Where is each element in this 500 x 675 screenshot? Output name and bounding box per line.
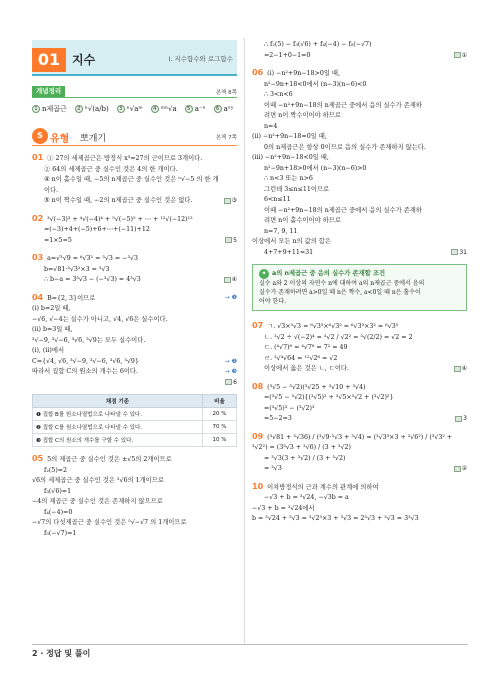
problem-number: 01	[32, 153, 44, 162]
problem-03: 03 a=√³√9 = ⁶√3² = ³√3 = −³√3 b=√81·³√3²×3 = ³√3 ∴ b−a = 3³√3 − (−³√3) = 4³√3 ④	[32, 253, 237, 286]
answer-badge: 3	[455, 414, 467, 425]
type-section-bar	[32, 128, 237, 146]
type-title-sub: 뽀개기	[80, 134, 107, 144]
grading-table: 채점 기준 비율 ❶ 집합 B를 원소나열법으로 나타낼 수 있다. 20 % ❷ 집합 C를 원소나열법으로 나타낼 수 있다. 70 % ❸ 집합 C의 원소의 개수를 구할 수 있다. 10 %	[32, 394, 237, 447]
problem-08: 08 (³√5 − ³√2)(³√25 + ³√10 + ³√4) =(³√5 − ³√2){(³√5)² + ³√5×³√2 + (³√2)²} =(³√5)³ − (³√2)³ =5−2=3 3	[252, 382, 467, 425]
answer-badge: 6	[225, 378, 237, 389]
type-badge-icon: S	[32, 128, 48, 144]
footer-divider	[32, 644, 468, 645]
lightbulb-icon: ✦	[259, 269, 269, 279]
problem-number: 10	[252, 481, 264, 491]
answer-badge: ④	[224, 275, 237, 286]
chapter-number: 01	[32, 48, 66, 72]
right-column	[252, 40, 467, 525]
concept-list	[32, 104, 237, 114]
concept-item: 5 a⁻ⁿ	[185, 104, 206, 114]
type-title: 유형	[50, 134, 70, 145]
problem-05-continued: ∴ f₂(5) − f₃(√6) + f₄(−4) − f₅(−√7) =2−1+0−1=0 ①	[252, 40, 467, 61]
answer-badge: ③	[224, 196, 237, 207]
concept-item: 4 ᵐⁿ√a	[151, 104, 177, 114]
chapter-title: 지수	[72, 53, 96, 67]
answer-badge: ④	[454, 364, 467, 375]
concept-item: 2 ⁿ√(a/b)	[75, 104, 109, 114]
concept-bar	[32, 86, 237, 98]
hint-box: ✦ a의 n제곱근 중 음의 실수가 존재할 조건 실수 a와 2 이상의 자연수 n에 대하여 a의 n제곱근 중에서 음의 실수가 존재하려면 a>0일 때 n은 짝수, a<0일 때 n은 홀수이 어야 한다.	[252, 264, 467, 311]
problem-number: 07	[252, 321, 264, 330]
answer-badge: ②	[454, 464, 467, 475]
answer-badge: 31	[451, 248, 467, 259]
type-ref: 본책 7쪽	[215, 135, 237, 141]
problem-number: 08	[252, 381, 264, 391]
table-row: ❶ 집합 B를 원소나열법으로 나타낼 수 있다. 20 %	[33, 408, 237, 421]
problem-02: 02 ³√(−3)³ + ⁴√(−4)⁴ + ⁵√(−5)⁵ + ⋯ + ¹²√(−12)¹² =(−3)+4+(−5)+6+⋯+(−11)+12 =1×5=5 5	[32, 214, 237, 247]
problem-05: 05 5의 제곱근 중 실수인 것은 ±√5의 2개이므로 f₂(5)=2 √6의 세제곱근 중 실수인 것은 ³√6의 1개이므로 f₃(√6)=1 −4의 제곱근 중 실수인 것은 존재하지 않으므로 f₄(−4)=0 −√7의 다섯제곱근 중 실수인 것은 ⁵√−√7 의 1개이므로 f₅(−√7)=1	[32, 454, 187, 537]
problem-number: 02	[32, 213, 44, 223]
concept-item: 3 ⁿ√aᵐ	[117, 104, 143, 114]
problem-07: 07 ㄱ. √3×³√3 = ⁶√3³×⁶√3² = ⁶√3³×3² = ⁶√3⁵ ㄴ. ³√2 ÷ √(−2)⁴ = ³√2 / √2² = ³√(2/2) = √2 = 2 ㄷ. (⁴√7)⁸ = ⁴√7⁸ = 7² = 49 ㄹ. ³√⁴√64 = ¹²√2⁶ = √2 이상에서 옳은 것은 ㄴ, ㄷ이다. ④	[252, 321, 467, 375]
problem-09: 09 (³√81 + ³√36) / (³√9·³√3 + ³√4) = (³√3³×3 + ³√6²) / (³√3² + ³√2²) = (3³√3 + ³√6) / (3 + ³√2) = ³√3(3 + ³√2) / (3 + ³√2) = ³√3 ②	[252, 432, 467, 475]
problem-number: 05	[32, 454, 44, 463]
problem-06: 06 (i) −n²+9n−18>0일 때, n²−9n+18<0에서 (n−3)(n−6)<0 ∴ 3<n<6 이때 −n²+9n−18의 n제곱근 중에서 음의 실수가 존재하 려면 n이 짝수이어야 하므로 n=4 (ii) −n²+9n−18=0일 때, 0의 n제곱근은 항상 0이므로 음의 실수가 존재하지 않는다. (iii) −n²+9n−18<0일 때, n²−9n+18>0에서 (n−3)(n−6)>0 ∴ n<3 또는 n>6 그런데 3≤n≤11이므로 6<n≤11 이때 −n²+9n−18의 n제곱근 중에서 음의 실수가 존재하 려면 n이 홀수이어야 하므로 n=7, 9, 11 이상에서 모든 n의 값의 합은 4+7+9+11=31 31	[252, 68, 467, 258]
answer-badge: ①	[454, 51, 467, 62]
column-divider	[244, 38, 245, 643]
left-column	[32, 40, 237, 539]
problem-number: 09	[252, 431, 264, 441]
problem-number: 04	[32, 292, 44, 302]
concept-item: 1 n제곱근	[32, 104, 67, 114]
answer-badge: 5	[225, 236, 237, 247]
problem-number: 06	[252, 68, 264, 77]
problem-number: 03	[32, 253, 44, 262]
concept-item: 6 aˣʸ	[214, 104, 234, 114]
concept-tag: 개념정리	[32, 86, 65, 97]
table-row: ❷ 집합 C를 원소나열법으로 나타낼 수 있다. 70 %	[33, 421, 237, 434]
chapter-header	[32, 40, 237, 76]
concept-ref: 본책 8쪽	[215, 90, 237, 96]
table-row: ❸ 집합 C의 원소의 개수를 구할 수 있다. 10 %	[33, 434, 237, 447]
chapter-subtitle: Ⅰ. 지수함수와 로그함수	[168, 55, 233, 63]
problem-10: 10 이차방정식의 근과 계수의 관계에 의하여 −√3 + b = ³√24, −√3b = a −√3 + b = ³√24에서 b = ³√24 + ³√3 = ³√2³×3 + ³√3 = 2³√3 + ³√3 = 3³√3	[252, 481, 419, 522]
page-footer: 2 · 정답 및 풀이	[32, 649, 91, 658]
problem-01: 01 ① 27의 세제곱근은 방정식 x³=27의 근이므로 3개이다. ② 64의 세제곱근 중 실수인 것은 4의 한 개이다. ④ n이 홀수일 때, −5의 n제곱근 중 실수인 것은 ⁿ√−5 의 한 개 이다. ⑤ n이 짝수일 때, −2의 n제곱근 중 실수인 것은 없다. ③	[32, 153, 237, 207]
problem-04: 04 B={2, 3}이므로 → ❶ (i) b=2일 때, −√6, √−4는 실수가 아니고, √4, √6은 실수이다. (ii) b=3일 때, ³√−9, ³√−6, ³√6, ³√9는 모두 실수이다. (i), (ii)에서 C={√4, √6, ³√−9, ³√−6, ³√6, ³√9} → ❷ 따라서 집합 C의 원소의 개수는 6이다. → ❸ 6	[32, 293, 237, 389]
